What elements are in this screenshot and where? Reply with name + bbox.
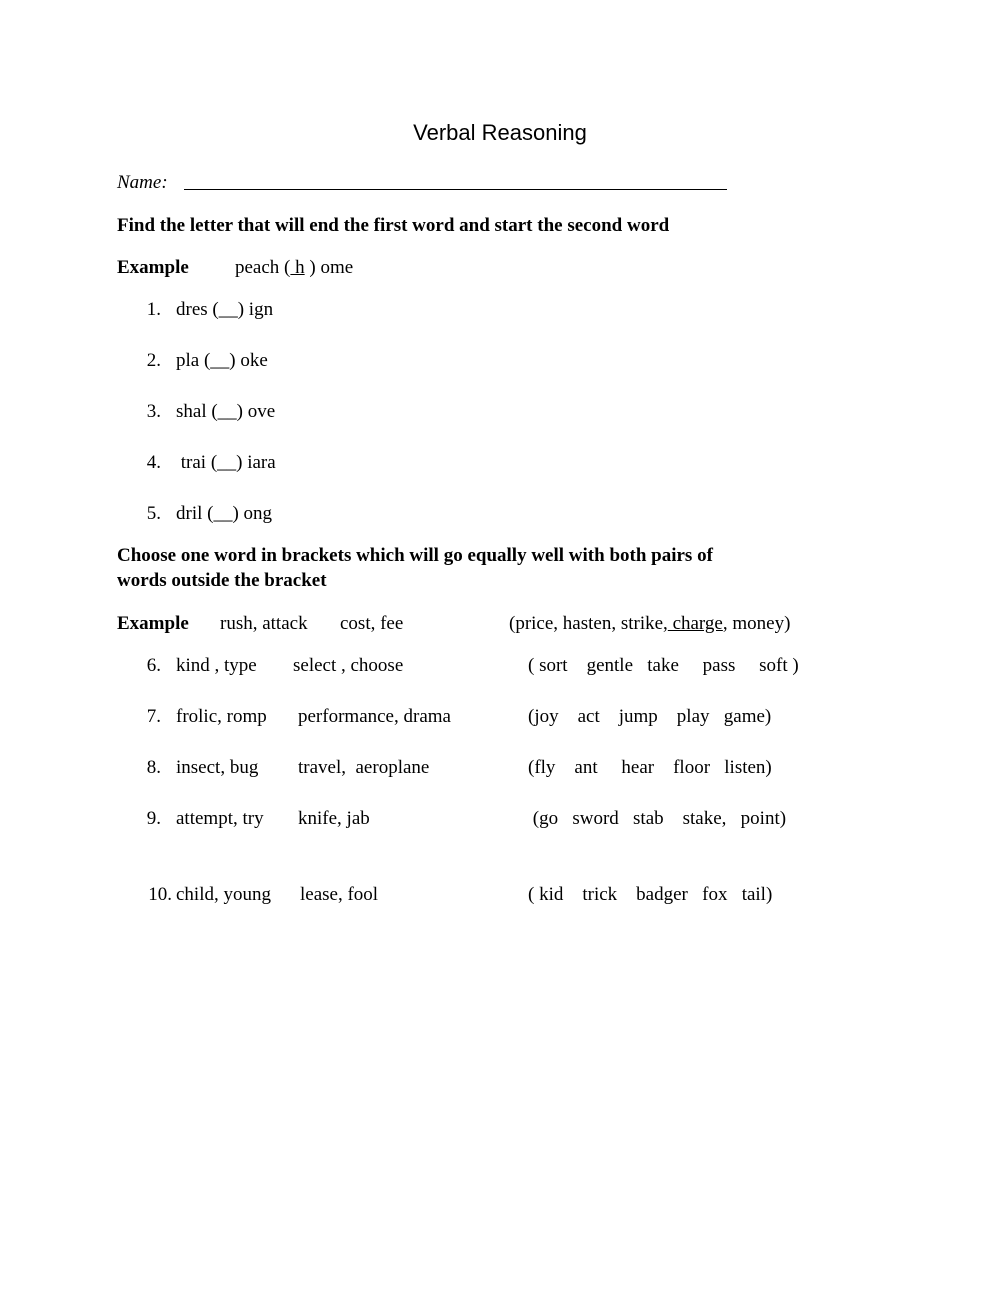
item-options: ( sort gentle take pass soft ) [528,655,799,676]
name-label: Name: [117,172,168,193]
section2-example-pair2: cost, fee [340,613,404,634]
item-pair2: performance, drama [298,706,451,727]
section2-example-answer: charge [667,613,723,634]
section2-example-pair1: rush, attack [220,613,308,634]
section2-instruction-line2: words outside the bracket [117,570,327,591]
section1-example-label: Example [117,257,189,278]
item-number: 6. [146,655,161,676]
item-pair2: select , choose [293,655,404,676]
section2-example-label: Example [117,613,189,634]
item-pair2: knife, jab [298,808,370,829]
item-pair1: attempt, try [176,808,264,829]
item-options: ( kid trick badger fox tail) [528,884,773,905]
section1-example-after: ) ome [304,257,354,278]
item-options: (fly ant hear floor listen) [528,757,772,778]
item-number: 2. [146,350,161,371]
item-text: pla (__) oke [176,350,268,371]
item-number: 9. [146,808,161,829]
item-number: 4. [146,452,161,473]
item-options: (joy act jump play game) [528,706,772,727]
item-options: (go sword stab stake, point) [528,808,787,829]
item-number: 1. [146,299,161,320]
item-text: shal (__) ove [176,401,276,422]
item-number: 3. [146,401,161,422]
section1-example-before: peach ( [235,257,291,278]
item-pair1: frolic, romp [176,706,267,727]
item-pair1: insect, bug [176,757,259,778]
item-number: 8. [146,757,161,778]
section1-instruction: Find the letter that will end the first word and start the second word [117,215,670,236]
section2-example-options-after: , money) [722,613,791,634]
section1-example-answer: h [290,257,305,278]
item-pair2: travel, aeroplane [298,757,430,778]
item-number: 10. [148,884,172,905]
item-number: 5. [146,503,161,524]
item-text: dril (__) ong [176,503,273,524]
item-pair1: kind , type [176,655,257,676]
item-text: dres (__) ign [176,299,274,320]
section2-instruction-line1: Choose one word in brackets which will go equally well with both pairs of [117,545,713,566]
item-number: 7. [146,706,161,727]
page-title: Verbal Reasoning [413,120,587,145]
section1-example [235,258,353,277]
name-blank-line[interactable] [184,189,727,190]
item-pair1: child, young [176,884,271,905]
section2-example-options-before: (price, hasten, strike, [509,613,668,634]
item-pair2: lease, fool [300,884,379,905]
section2-example-options [509,614,790,633]
item-text: trai (__) iara [176,452,276,473]
